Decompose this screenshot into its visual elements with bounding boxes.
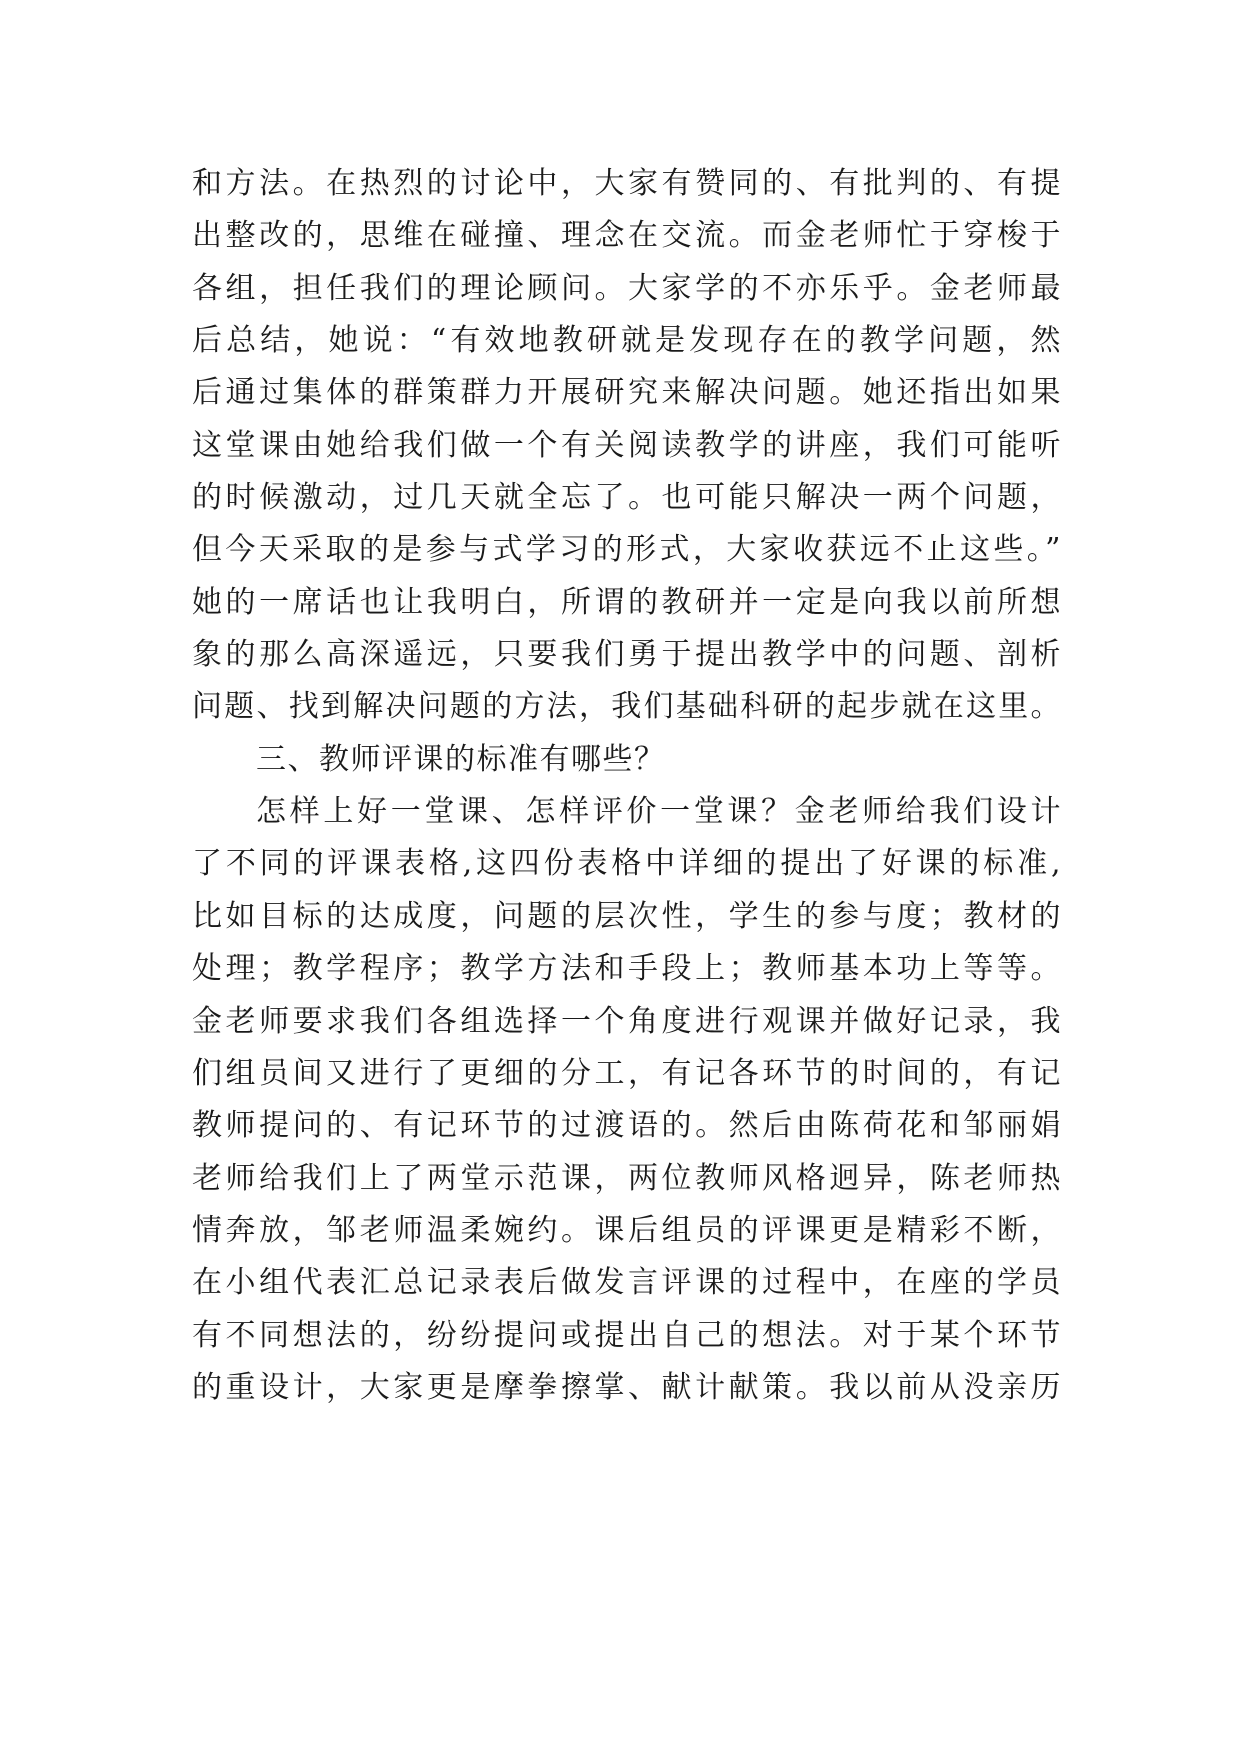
text-line: 出整改的，思维在碰撞、理念在交流。而金老师忙于穿梭于 — [192, 218, 1062, 254]
text-line: 的时候激动，过几天就全忘了。也可能只解决一两个问题， — [192, 480, 1062, 516]
text-line: 各组，担任我们的理论顾问。大家学的不亦乐乎。金老师最 — [192, 270, 1062, 306]
text-line: 和方法。在热烈的讨论中，大家有赞同的、有批判的、有提 — [192, 166, 1062, 201]
text-line: 这堂课由她给我们做一个有关阅读教学的讲座，我们可能听 — [192, 427, 1062, 463]
text-line: 处理；教学程序；教学方法和手段上；教师基本功上等等。 — [192, 951, 1062, 987]
text-line: 但今天采取的是参与式学习的形式，大家收获远不止这些。” — [192, 532, 1062, 568]
text-line: 她的一席话也让我明白，所谓的教研并一定是向我以前所想 — [192, 584, 1062, 620]
text-line: 教师提问的、有记环节的过渡语的。然后由陈荷花和邹丽娟 — [192, 1108, 1062, 1144]
text-line: 后总结，她说：“有效地教研就是发现存在的教学问题，然 — [192, 323, 1062, 359]
text-line: 在小组代表汇总记录表后做发言评课的过程中，在座的学员 — [192, 1265, 1062, 1301]
text-line: 老师给我们上了两堂示范课，两位教师风格迥异，陈老师热 — [192, 1160, 1062, 1196]
section-heading: 三、教师评课的标准有哪些？ — [256, 741, 666, 777]
body-text — [192, 158, 1062, 1414]
text-line: 有不同想法的，纷纷提问或提出自己的想法。对于某个环节 — [192, 1317, 1062, 1353]
text-line: 怎样上好一堂课、怎样评价一堂课？金老师给我们设计 — [256, 794, 1062, 830]
text-line: 比如目标的达成度，问题的层次性，学生的参与度；教材的 — [192, 898, 1062, 934]
text-line: 了不同的评课表格,这四份表格中详细的提出了好课的标准, — [192, 846, 1062, 882]
text-line: 们组员间又进行了更细的分工，有记各环节的时间的，有记 — [192, 1055, 1062, 1091]
text-line: 情奔放，邹老师温柔婉约。课后组员的评课更是精彩不断， — [192, 1212, 1062, 1248]
text-line: 问题、找到解决问题的方法，我们基础科研的起步就在这里。 — [192, 689, 1062, 725]
text-line: 象的那么高深遥远，只要我们勇于提出教学中的问题、剖析 — [192, 637, 1062, 673]
text-line: 后通过集体的群策群力开展研究来解决问题。她还指出如果 — [192, 375, 1062, 411]
text-line: 的重设计，大家更是摩拳擦掌、献计献策。我以前从没亲历 — [192, 1369, 1062, 1405]
text-line: 金老师要求我们各组选择一个角度进行观课并做好记录，我 — [192, 1003, 1062, 1039]
